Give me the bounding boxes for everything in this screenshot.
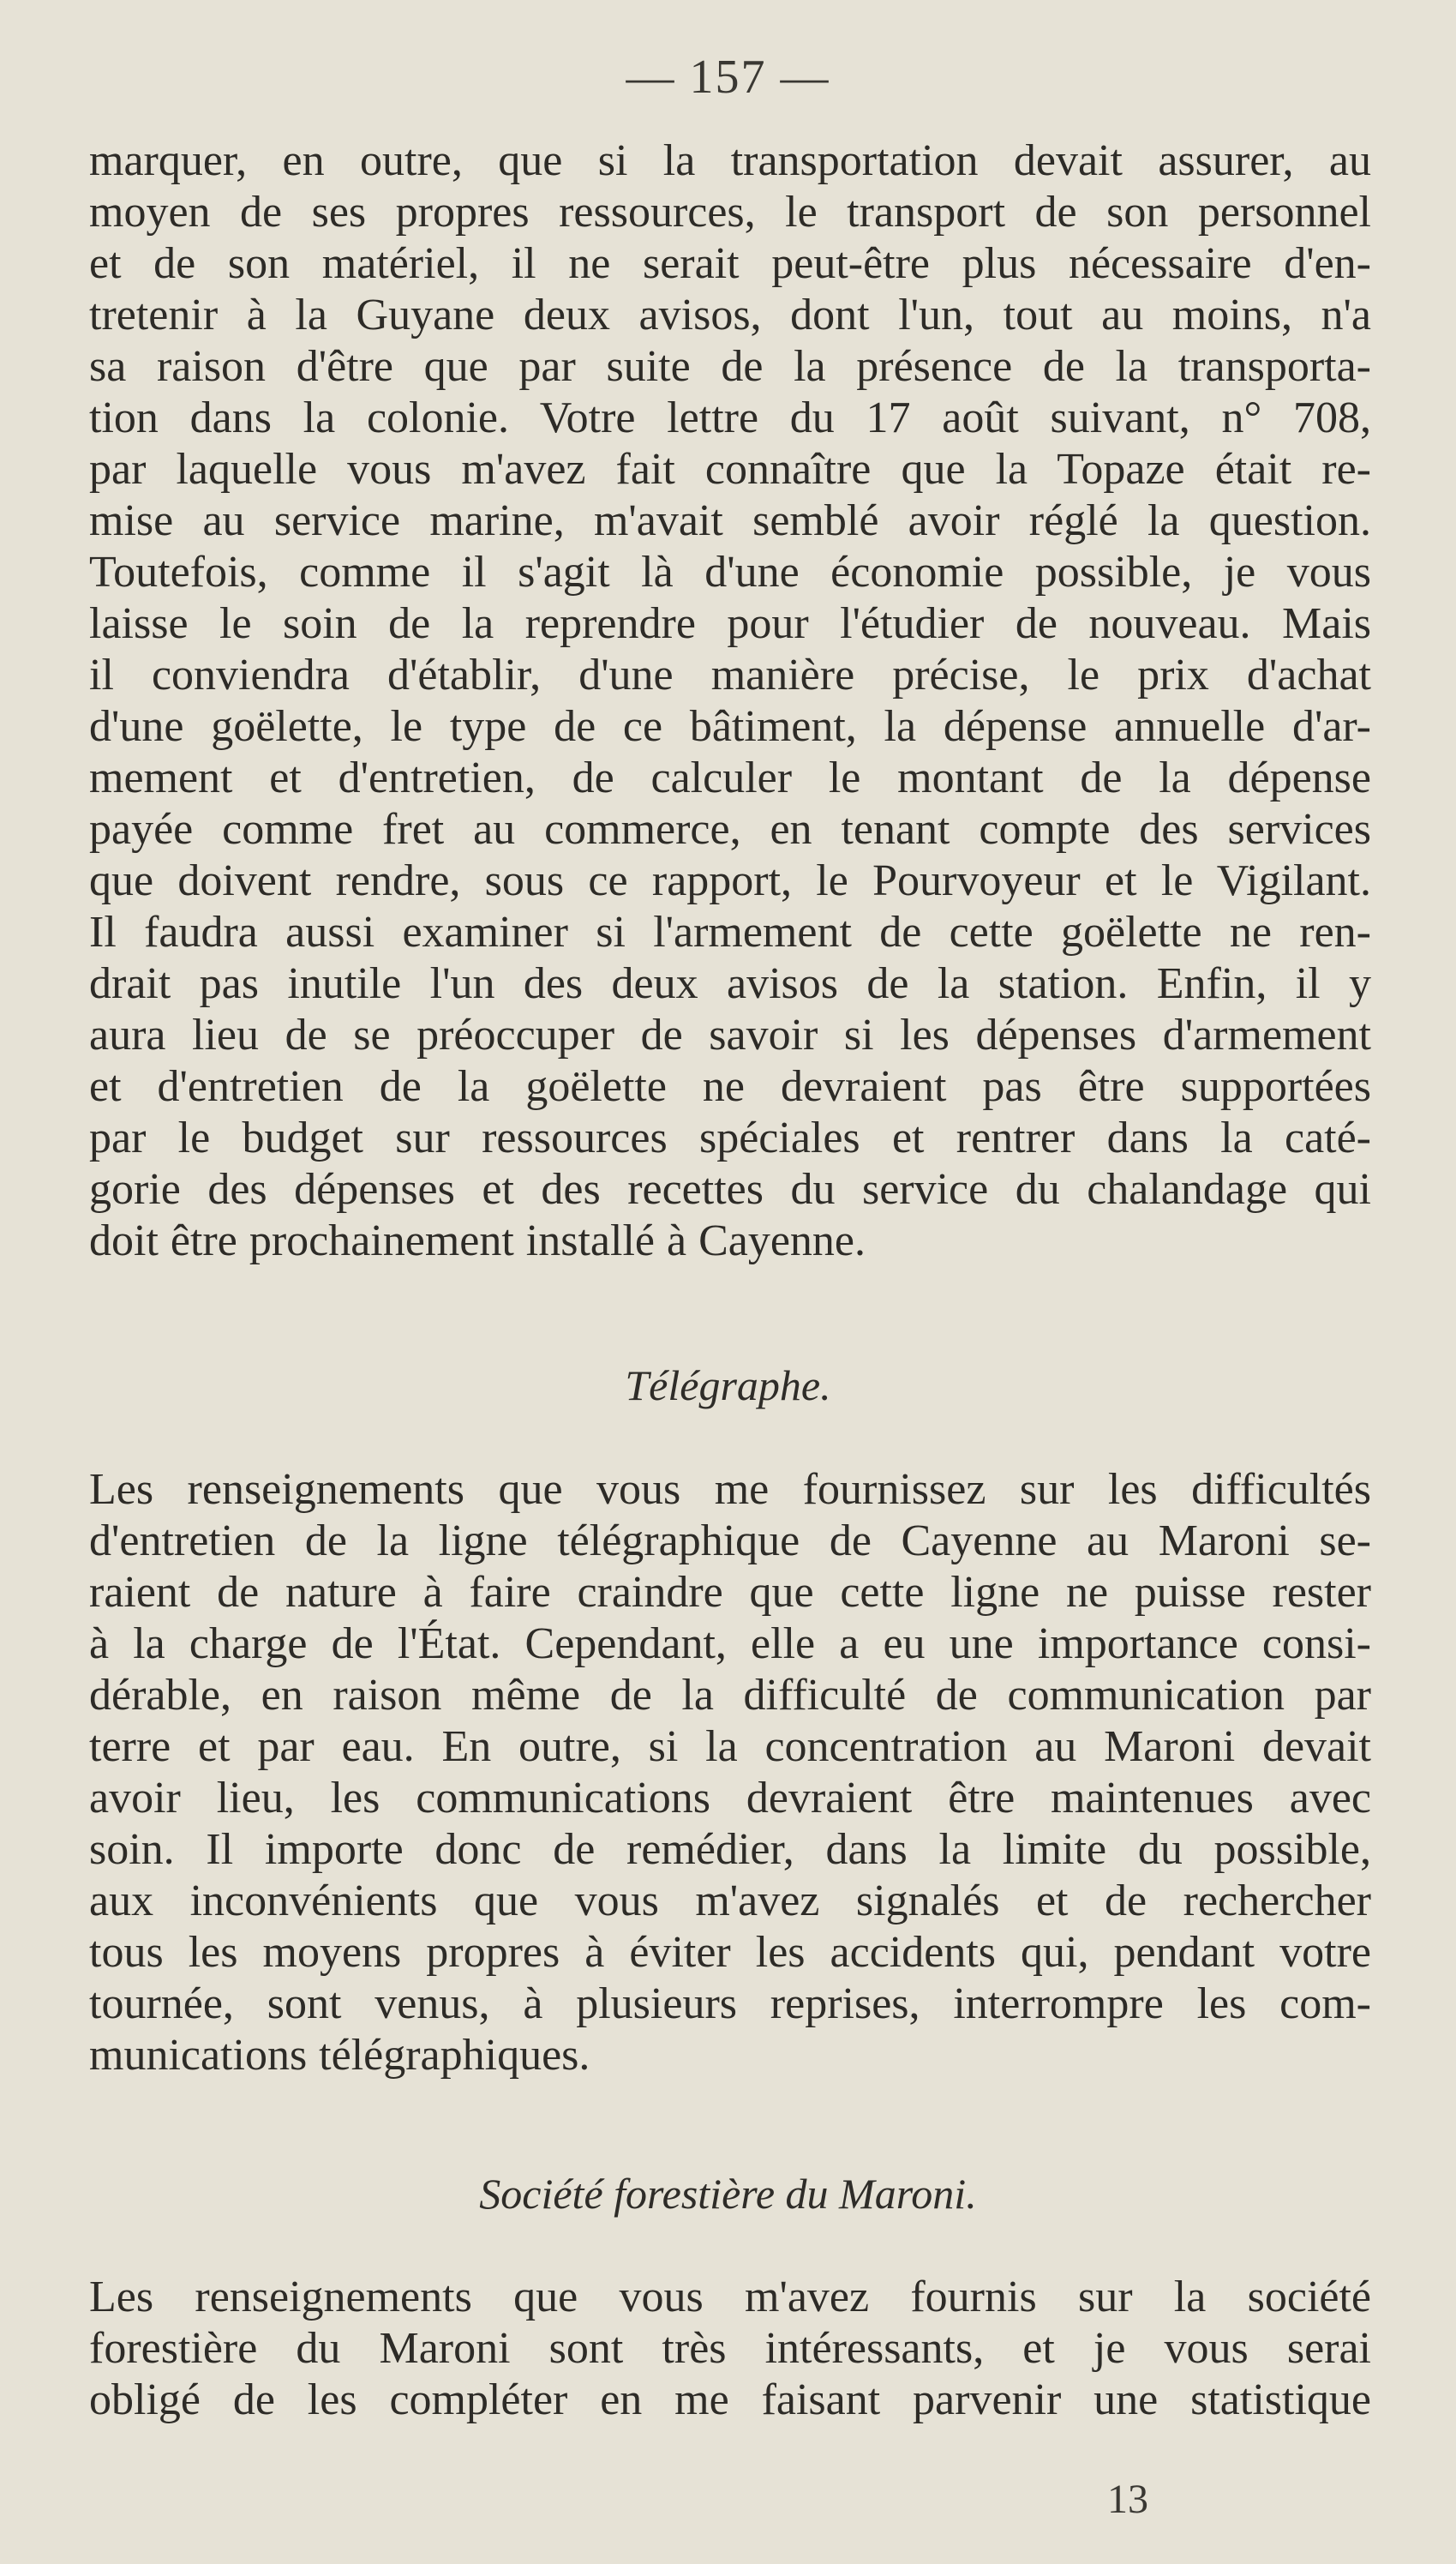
page-number: — 157 — (626, 51, 830, 104)
text-line: par le budget sur ressources spéciales et rentrer dans la caté- (89, 1114, 1371, 1162)
text-line: tous les moyens propres à éviter les accidents qui, pendant votre (89, 1928, 1371, 1977)
text-line: marquer, en outre, que si la transportation devait assurer, au (89, 136, 1371, 185)
text-line: drait pas inutile l'un des deux avisos de la station. Enfin, il y (89, 959, 1371, 1008)
text-line: moyen de ses propres ressources, le transport de son personnel (89, 188, 1371, 237)
text-line: munications télégraphiques. (89, 2031, 590, 2080)
text-line: soin. Il importe donc de remédier, dans la limite du possible, (89, 1825, 1371, 1874)
text-line: sa raison d'être que par suite de la présence de la transporta- (89, 342, 1371, 391)
text-line: mise au service marine, m'avait semblé avoir réglé la question. (89, 496, 1371, 545)
text-line: à la charge de l'État. Cependant, elle a eu une importance consi- (89, 1619, 1371, 1668)
text-line: Les renseignements que vous me fournissez sur les difficultés (89, 1465, 1371, 1514)
text-line: Il faudra aussi examiner si l'armement de cette goëlette ne ren- (89, 908, 1371, 957)
text-line: tournée, sont venus, à plusieurs reprises, interrompre les com- (89, 1979, 1371, 2028)
text-line: payée comme fret au commerce, en tenant compte des services (89, 805, 1371, 854)
text-line: Les renseignements que vous m'avez fournis sur la société (89, 2273, 1371, 2321)
text-line: et de son matériel, il ne serait peut-être plus nécessaire d'en- (89, 239, 1371, 288)
text-line: avoir lieu, les communications devraient être maintenues avec (89, 1774, 1371, 1822)
text-line: aux inconvénients que vous m'avez signalés et de rechercher (89, 1876, 1371, 1925)
text-line: gorie des dépenses et des recettes du service du chalandage qui (89, 1165, 1371, 1214)
text-line: d'entretien de la ligne télégraphique de Cayenne au Maroni se- (89, 1516, 1371, 1565)
text-line: aura lieu de se préoccuper de savoir si les dépenses d'armement (89, 1011, 1371, 1060)
paragraph-transport (89, 135, 1371, 1267)
text-line: et d'entretien de la goëlette ne devraient pas être supportées (89, 1062, 1371, 1111)
paragraph-telegraphe (89, 1464, 1371, 2081)
text-line: forestière du Maroni sont très intéressants, et je vous serai (89, 2324, 1371, 2373)
text-line: terre et par eau. En outre, si la concentration au Maroni devait (89, 1722, 1371, 1771)
paragraph-societe-forestiere (89, 2272, 1371, 2426)
text-line: Toutefois, comme il s'agit là d'une économie possible, je vous (89, 548, 1371, 597)
text-line: obligé de les compléter en me faisant parvenir une statistique (89, 2375, 1371, 2424)
text-line: par laquelle vous m'avez fait connaître que la Topaze était re- (89, 445, 1371, 494)
section-heading-societe-forestiere: Société forestière du Maroni. (479, 2170, 977, 2218)
section-heading-telegraphe: Télégraphe. (625, 1361, 831, 1409)
text-line: d'une goëlette, le type de ce bâtiment, la dépense annuelle d'ar- (89, 702, 1371, 751)
text-line: tretenir à la Guyane deux avisos, dont l'un, tout au moins, n'a (89, 291, 1371, 339)
text-line: mement et d'entretien, de calculer le montant de la dépense (89, 754, 1371, 802)
text-line: que doivent rendre, sous ce rapport, le Pourvoyeur et le Vigilant. (89, 856, 1371, 905)
text-line: dérable, en raison même de la difficulté de communication par (89, 1671, 1371, 1720)
text-line: raient de nature à faire craindre que cette ligne ne puisse rester (89, 1568, 1371, 1617)
text-line: tion dans la colonie. Votre lettre du 17 août suivant, n° 708, (89, 393, 1371, 442)
signature-mark: 13 (1107, 2477, 1148, 2522)
text-line: doit être prochainement installé à Cayenne. (89, 1216, 866, 1265)
text-line: il conviendra d'établir, d'une manière précise, le prix d'achat (89, 651, 1371, 700)
text-line: laisse le soin de la reprendre pour l'étudier de nouveau. Mais (89, 599, 1371, 648)
